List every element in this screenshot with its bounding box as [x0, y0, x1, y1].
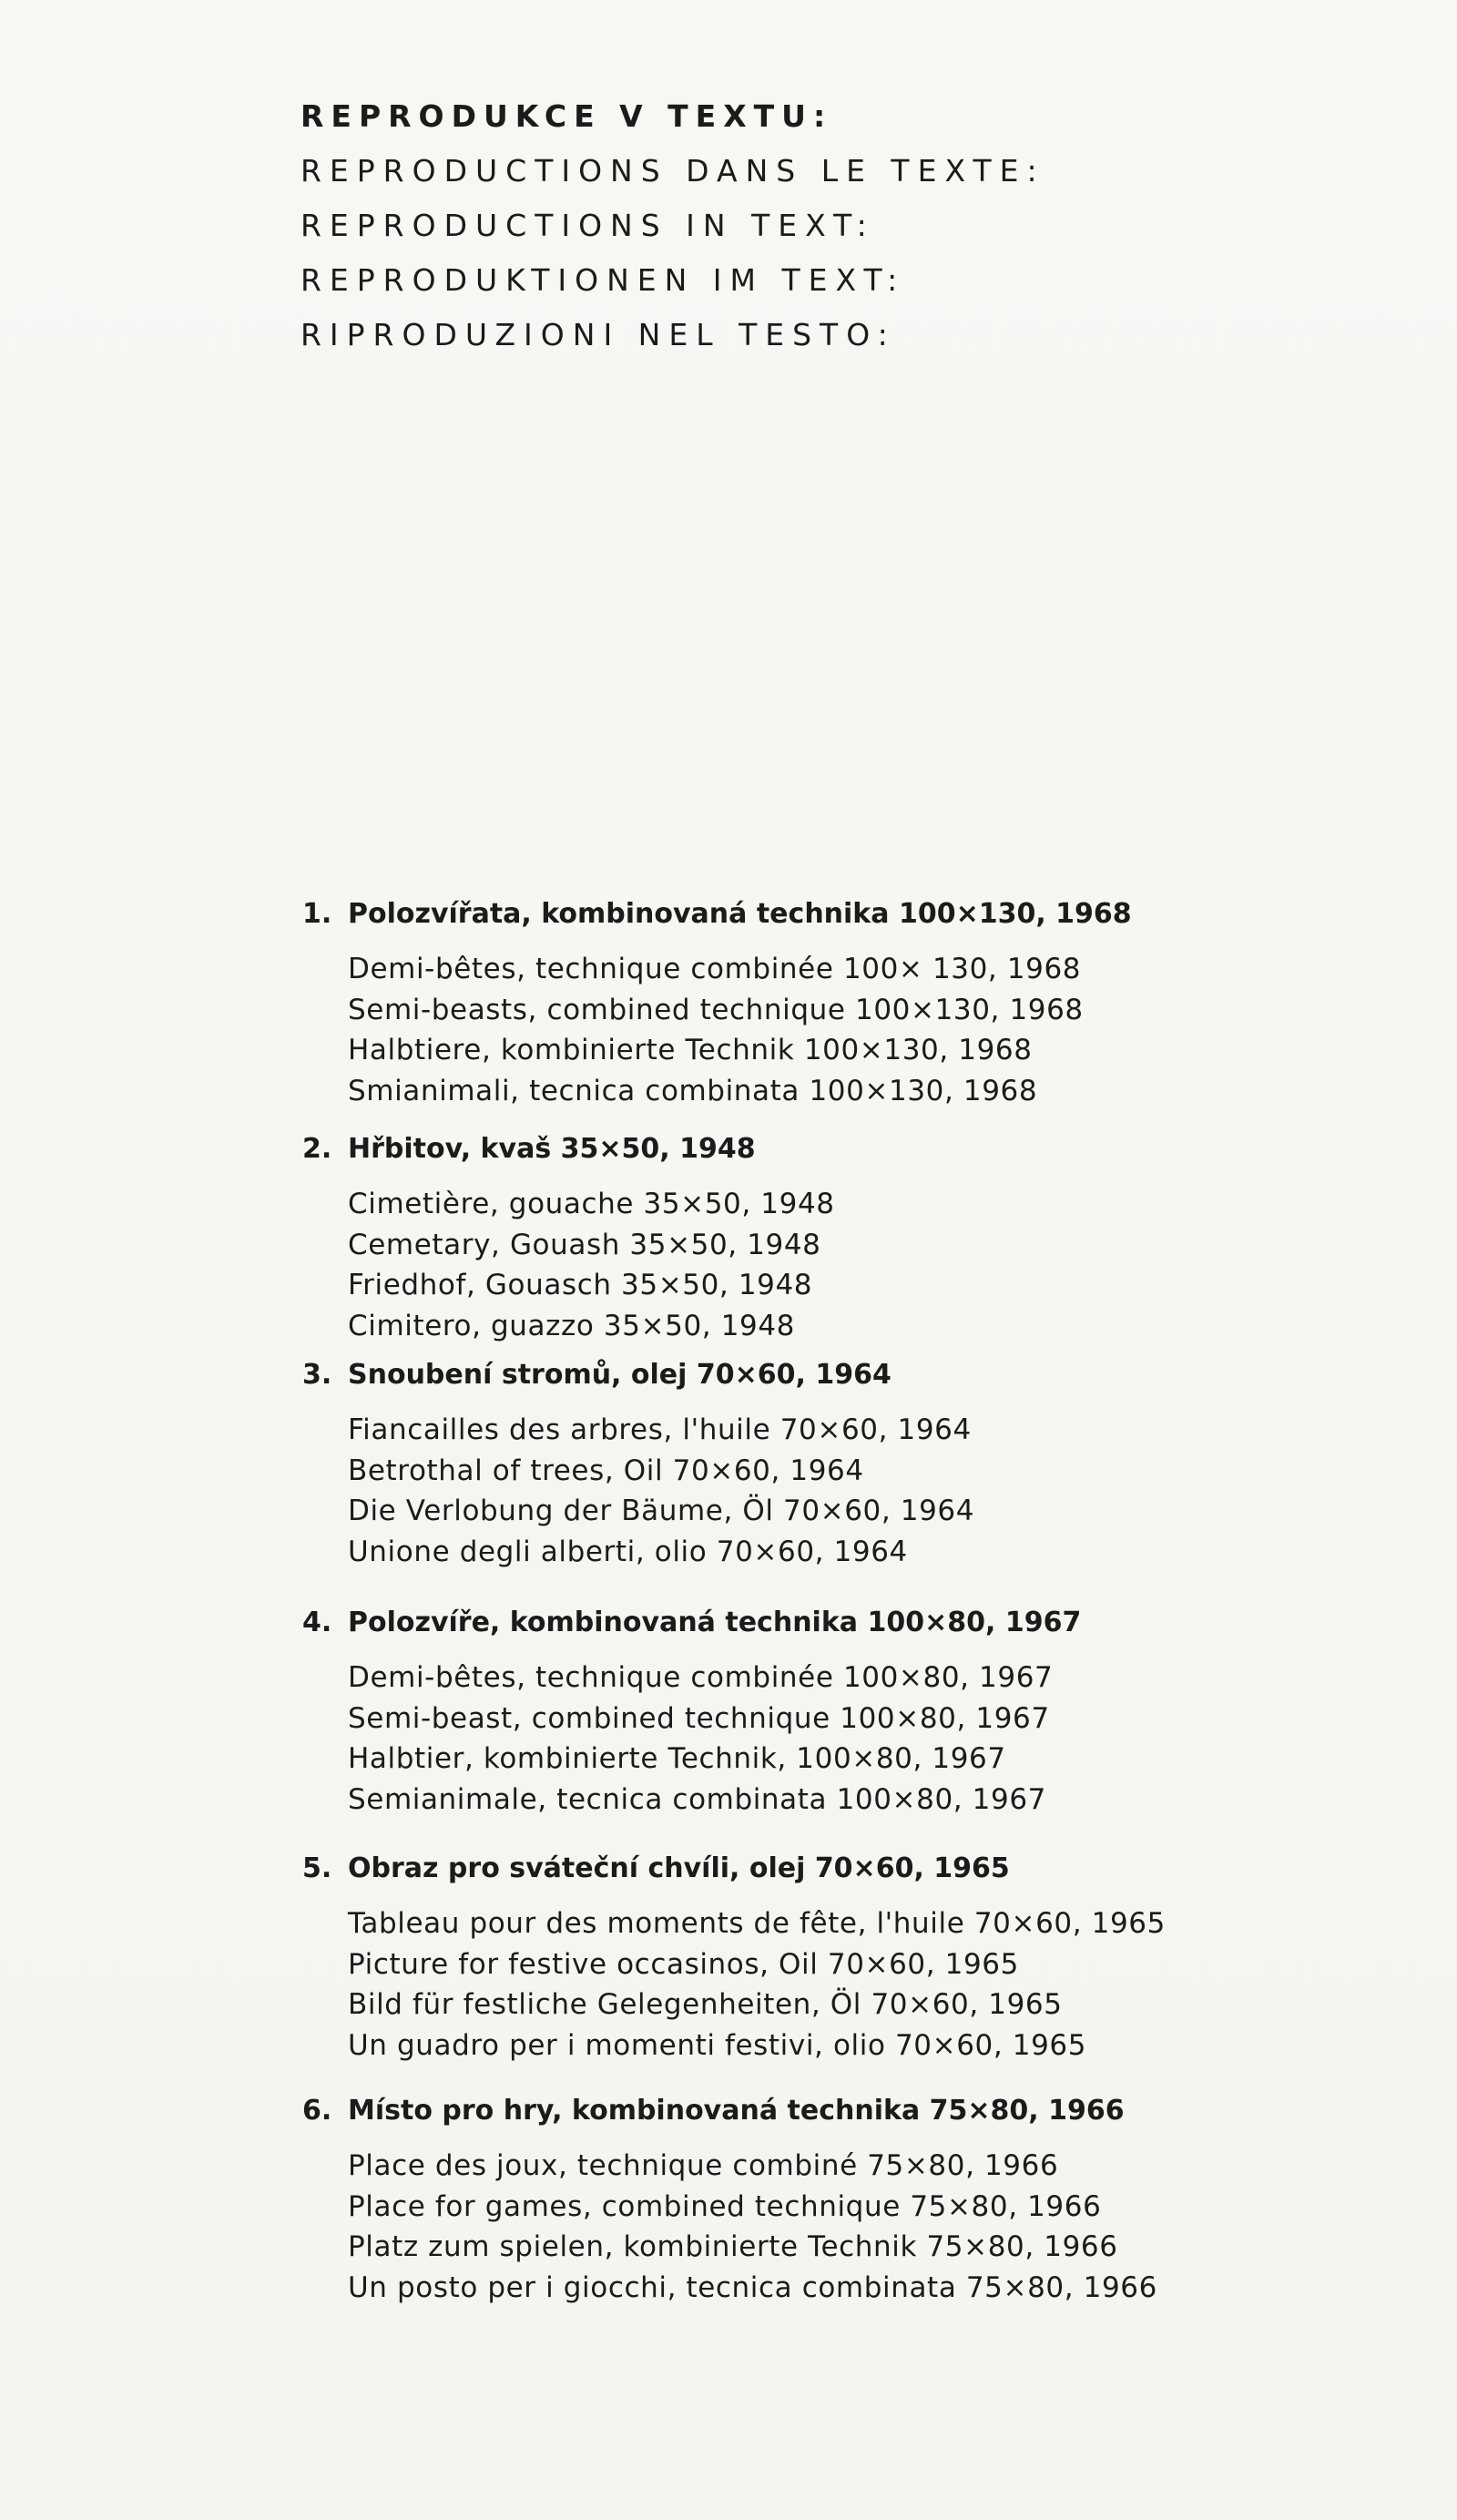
header-line-italian: RIPRODUZIONI NEL TESTO: [301, 317, 896, 352]
entry-translation: Semianimale, tecnica combinata 100×80, 1967 [348, 1782, 1046, 1816]
list-item [302, 1355, 1166, 1572]
list-item [302, 1129, 1166, 1346]
entry-translation: Platz zum spielen, kombinierte Technik 75×80, 1966 [348, 2230, 1118, 2263]
header-line-french: REPRODUCTIONS DANS LE TEXTE: [301, 153, 1045, 189]
entry-translation: Unione degli alberti, olio 70×60, 1964 [348, 1535, 908, 1568]
entry-title [302, 2091, 1166, 2131]
entry-translation: Tableau pour des moments de fête, l'huile 70×60, 1965 [348, 1907, 1166, 1940]
entry-number: 5. [302, 1852, 332, 1884]
entry-translation: Halbtiere, kombinierte Technik 100×130, 1968 [348, 1034, 1033, 1066]
entry-translation: Die Verlobung der Bäume, Öl 70×60, 1964 [348, 1495, 975, 1527]
list-item [302, 1603, 1166, 1820]
header-line-german: REPRODUKTIONEN IM TEXT: [301, 262, 906, 298]
entry-number: 3. [302, 1359, 332, 1391]
entry-number: 2. [302, 1133, 332, 1165]
entry-translation: Place for games, combined technique 75×80, 1966 [348, 2189, 1102, 2223]
entry-translation: Friedhof, Gouasch 35×50, 1948 [348, 1269, 813, 1301]
entry-translation: Cemetary, Gouash 35×50, 1948 [348, 1228, 821, 1261]
list-item [302, 2091, 1166, 2308]
entry-title [302, 1849, 1166, 1889]
entry-translation: Halbtier, kombinierte Technik, 100×80, 1967 [348, 1742, 1006, 1775]
entry-translation: Betrothal of trees, Oil 70×60, 1964 [348, 1454, 864, 1487]
header-line-czech: REPRODUKCE V TEXTU: [301, 98, 833, 134]
entry-translation: Demi-bêtes, technique combinée 100× 130, 1968 [348, 953, 1082, 985]
entry-translation: Cimitero, guazzo 35×50, 1948 [348, 1309, 795, 1342]
entry-title-text: Hřbitov, kvaš 35×50, 1948 [348, 1133, 756, 1165]
entry-translation: Smianimali, tecnica combinata 100×130, 1968 [348, 1074, 1038, 1107]
entry-number: 6. [302, 2095, 332, 2127]
entry-title [302, 1129, 1166, 1169]
header-line-english: REPRODUCTIONS IN TEXT: [301, 208, 875, 243]
entry-translation: Semi-beasts, combined technique 100×130, 1968 [348, 993, 1084, 1026]
entry-translation: Cimetière, gouache 35×50, 1948 [348, 1188, 835, 1220]
entry-translation: Un guadro per i momenti festivi, olio 70×60, 1965 [348, 2028, 1087, 2062]
list-item [302, 894, 1166, 1111]
entry-title-text: Polozvířata, kombinovaná technika 100×130, 1968 [348, 898, 1132, 930]
reproduction-list [302, 894, 1166, 2308]
entry-translation: Picture for festive occasinos, Oil 70×60, 1965 [348, 1947, 1019, 1981]
entry-translation: Demi-bêtes, technique combinée 100×80, 1967 [348, 1661, 1054, 1694]
entry-title-text: Obraz pro sváteční chvíli, olej 70×60, 1965 [348, 1852, 1010, 1884]
entry-title [302, 1355, 1166, 1395]
entry-number: 1. [302, 898, 332, 930]
entry-translation: Un posto per i giocchi, tecnica combinata 75×80, 1966 [348, 2270, 1157, 2304]
entry-translation: Bild für festliche Gelegenheiten, Öl 70×60, 1965 [348, 1988, 1063, 2021]
entry-number: 4. [302, 1607, 332, 1638]
entry-title [302, 894, 1166, 934]
entry-title-text: Snoubení stromů, olej 70×60, 1964 [348, 1359, 892, 1391]
entry-translation: Semi-beast, combined technique 100×80, 1967 [348, 1701, 1050, 1735]
entry-title-text: Místo pro hry, kombinovaná technika 75×80, 1966 [348, 2095, 1125, 2127]
entry-title-text: Polozvíře, kombinovaná technika 100×80, 1967 [348, 1607, 1082, 1638]
entry-translation: Place des joux, technique combiné 75×80, 1966 [348, 2149, 1059, 2182]
entry-translation: Fiancailles des arbres, l'huile 70×60, 1964 [348, 1413, 972, 1446]
entry-title [302, 1603, 1166, 1643]
list-item [302, 1849, 1166, 2066]
reproductions-header [301, 89, 1045, 362]
